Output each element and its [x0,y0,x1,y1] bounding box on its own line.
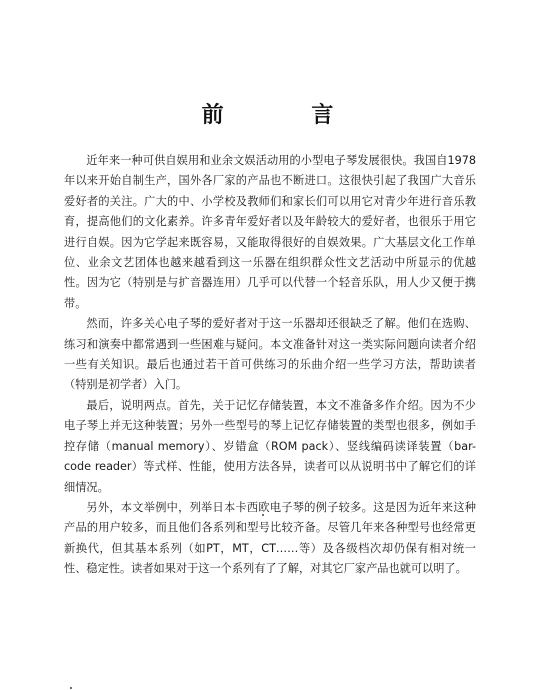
scan-speck [70,687,72,689]
scan-speck [262,514,264,516]
paragraph-4: 另外，本文举例中，列举日本卡西欧电子琴的例子较多。这是因为近年来这种产品的用户较多，而且他们各系列和型号比较齐备。尽管几年来各种型号也经常更新换代，但其基本系列（如PT，MT，CT……等）及各级档次却仍保有相对统一性、稳定性。读者如果对于这一个系列有了了解，对其它厂家产品也就可以明了。 [64,500,476,576]
paragraph-3: 最后，说明两点。首先，关于记忆存储装置，本文不准备多作介绍。因为不少电子琴上并无这种装置；另外一些型号的琴上记忆存储装置的类型也很多，例如手控存储（manual memory）、岁错盒（ROM pack）、竖线编码读译装置（bar-code reader）等式样、性能，使用方法各异，读者可以从说明书中了解它们的详细情况。 [64,398,476,494]
paragraph-1: 近年来一种可供自娱用和业余文娱活动用的小型电子琴发展很快。我国自1978年以来开始自制生产，国外各厂家的产品也不断进口。这很快引起了我国广大音乐爱好者的关注。广大的中、小学校及教师们和家长们可以用它对青少年进行音乐教育，提高他们的文化素养。许多青年爱好者以及年龄较大的爱好者，也很乐于用它进行自娱。因为它学起来既容易，又能取得很好的自娱效果。广大基层文化工作单位、业余文艺团体也越来越看到这一乐器在组织群众性文艺活动中所显示的优越性。因为它（特别是与扩音器连用）几乎可以代替一个轻音乐队，用人少又便于携带。 [64,154,476,310]
preface-body [64,151,476,580]
paragraph-2: 然而，许多关心电子琴的爱好者对于这一乐器却还很缺乏了解。他们在选购、练习和演奏中都常遇到一些困难与疑问。本文准备针对这一类实际问题向读者介绍一些有关知识。最后也通过若干首可供练习的乐曲介绍一些学习方法，帮助读者（特别是初学者）入门。 [64,317,476,392]
page-title: 前 言 [201,103,374,128]
